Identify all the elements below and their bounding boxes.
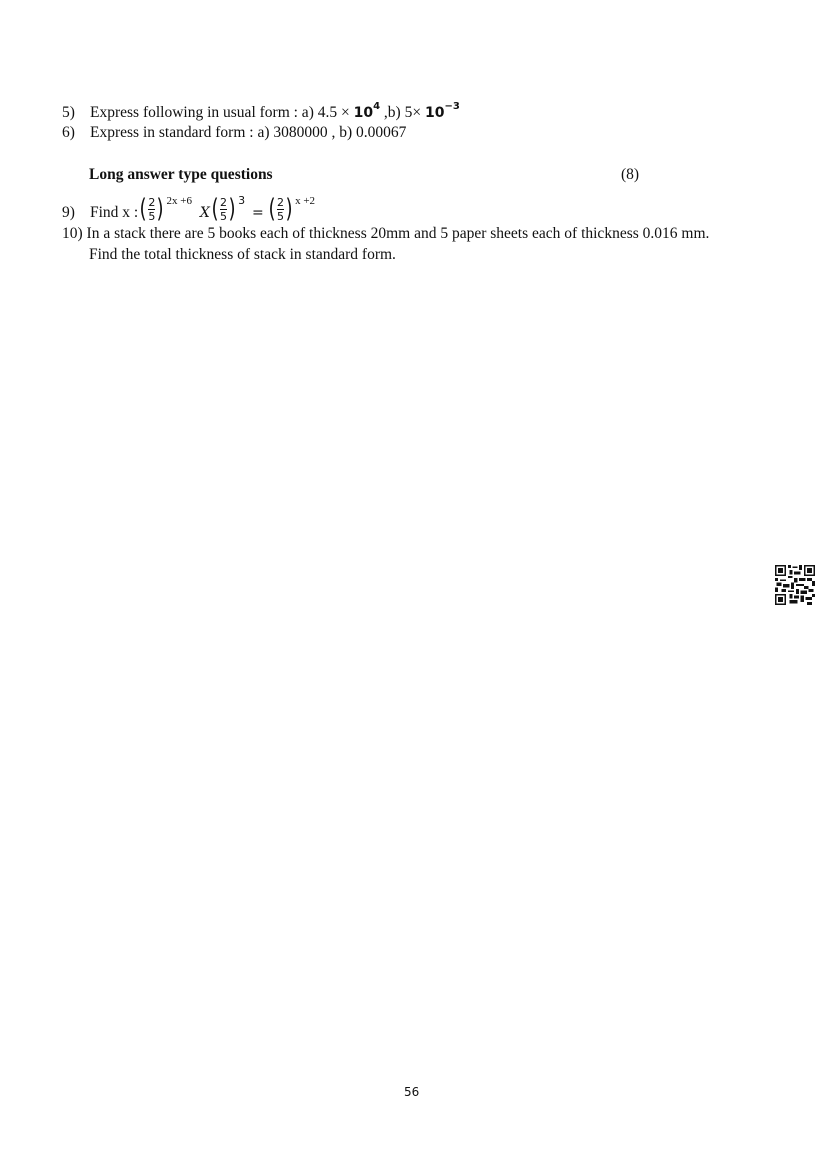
question-10-continued [89, 246, 396, 264]
question-10 [62, 225, 709, 243]
power-exponent: −3 [444, 101, 460, 112]
question-text: ,b) 5× [380, 104, 425, 122]
question-text: In a stack there are 5 books each of thickness 20mm and 5 paper sheets each of thickness 0.016 mm. [86, 225, 710, 242]
exponent: 2x +6 [166, 195, 193, 207]
section-title: Long answer type questions [89, 166, 273, 183]
question-6 [62, 124, 406, 142]
qr-code-icon [775, 565, 815, 605]
exponent: 3 [238, 194, 246, 207]
question-number: 9) [62, 204, 75, 221]
question-5 [62, 100, 460, 122]
question-number: 5) [62, 104, 75, 122]
question-text: Express in standard form : a) 3080000 , b) 0.00067 [90, 124, 407, 141]
question-text: Find x : [90, 204, 139, 221]
question-9 [62, 196, 315, 228]
equals-sign: = [252, 205, 264, 221]
power-base: 10 [353, 105, 374, 122]
question-text: Find the total thickness of stack in standard form. [89, 246, 396, 263]
fraction-two-fifths: ( $\frac{2}{5}$ ) [211, 194, 236, 224]
exponent: x +2 [295, 195, 316, 207]
multiply-sign: X [199, 205, 210, 221]
section-heading [89, 166, 273, 184]
section-marks [621, 166, 639, 184]
power-exponent: 4 [373, 101, 381, 112]
fraction-two-fifths: ( $\frac{2}{5}$ ) [268, 194, 293, 224]
question-number: 6) [62, 124, 75, 141]
fraction-two-fifths: ( $\frac{2}{5}$ ) [139, 194, 165, 224]
question-text: Express following in usual form : a) 4.5 × [90, 104, 354, 122]
question-number: 10) [62, 225, 83, 242]
power-base: 10 [424, 105, 445, 122]
marks-label: (8) [621, 166, 640, 183]
page-number: 56 [404, 1085, 420, 1099]
